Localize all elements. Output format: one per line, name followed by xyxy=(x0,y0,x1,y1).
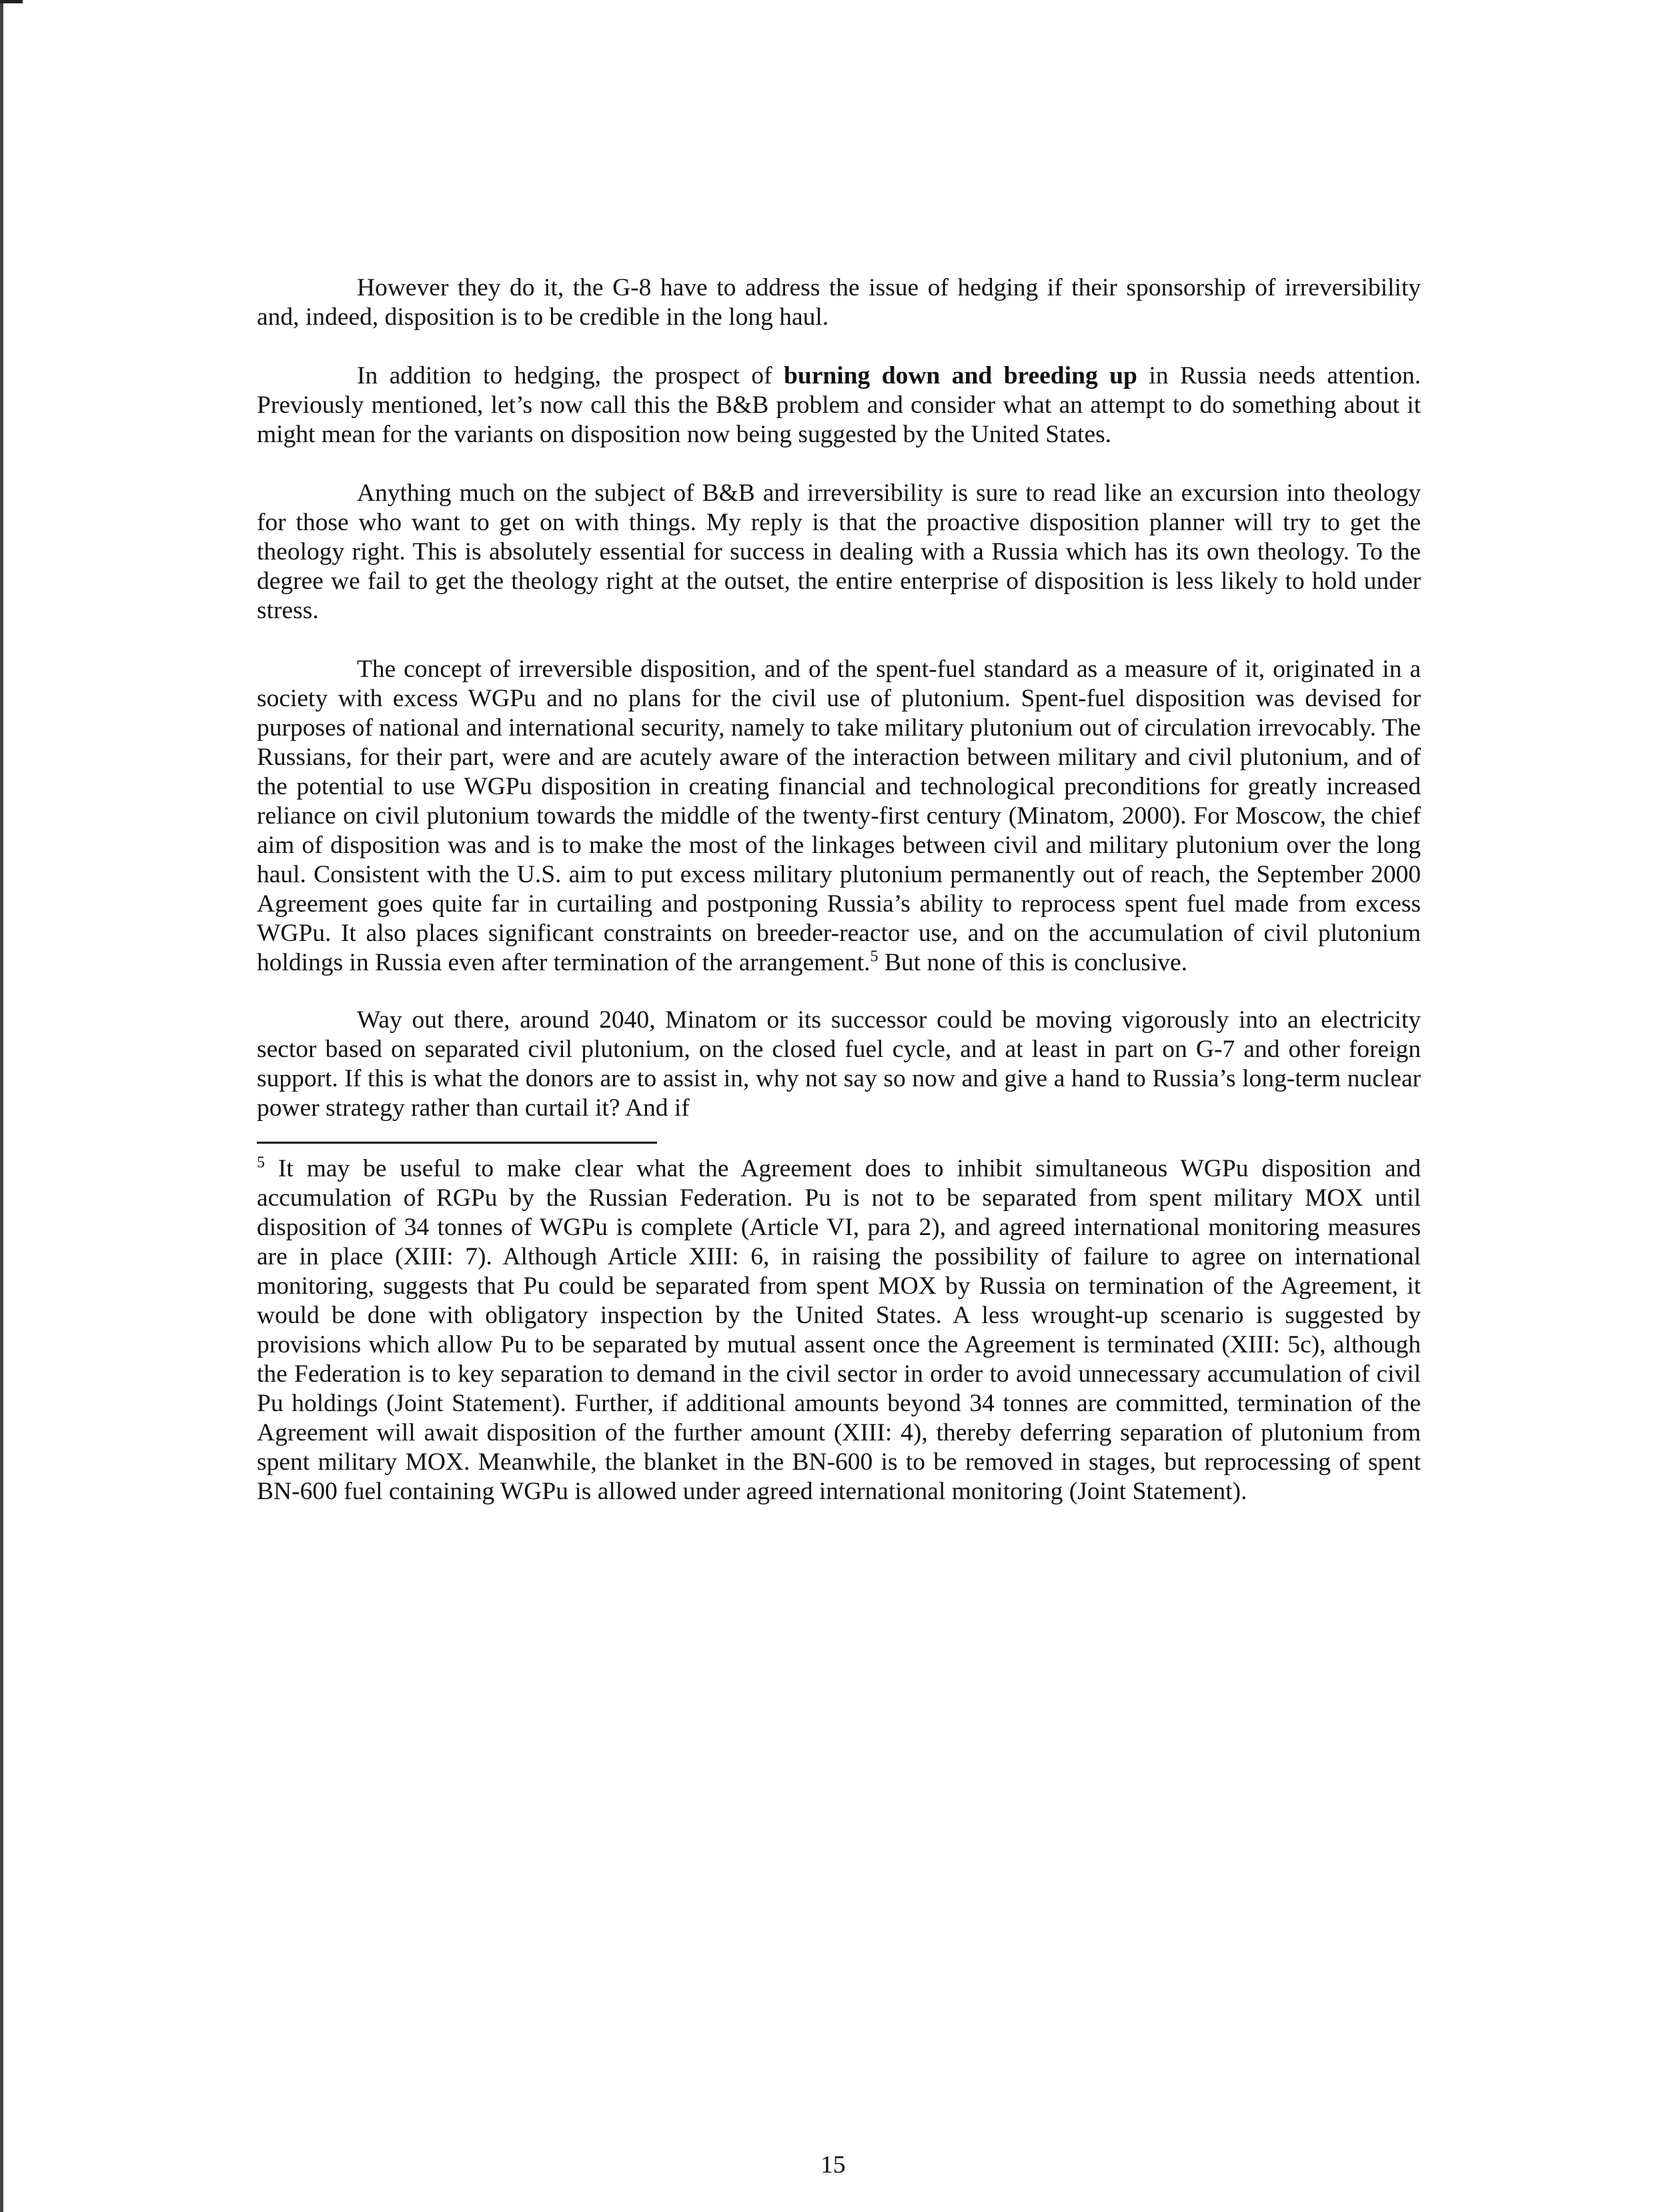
scan-corner-mark xyxy=(0,0,23,3)
bold-phrase-burning-down: burning down and breeding up xyxy=(784,362,1137,389)
paragraph-hedging: However they do it, the G-8 have to address the issue of hedging if their sponsorship of irreversibility and, indeed, disposition is to be credible in the long haul. xyxy=(257,274,1421,331)
scan-binding-edge xyxy=(0,0,3,2212)
paragraph-bb-problem-rest: in Russia needs attention. Previously mentioned, let’s now call this the B&B problem and consider what an attempt to do something about it might mean for the variants on disposition now being suggested by the United States. xyxy=(257,362,1421,448)
paragraph-bb-problem xyxy=(257,361,1421,449)
footnote-text: It may be useful to make clear what the Agreement does to inhibit simultaneous WGPu disposition and accumulation of RGPu by the Russian Federation. Pu is not to be separated from spent military MOX until disposition of 34 tonnes of WGPu is complete (Article VI, para 2), and agreed international monitoring measures are in place (XIII: 7). Although Article XIII: 6, in raising the possibility of failure to agree on international monitoring, suggests that Pu could be separated from spent MOX by Russia on termination of the Agreement, it would be done with obligatory inspection by the United States. A less wrought-up scenario is suggested by provisions which allow Pu to be separated by mutual assent once the Agreement is terminated (XIII: 5c), although the Federation is to key separation to demand in the civil sector in order to avoid unnecessary accumulation of civil Pu holdings (Joint Statement). Further, if additional amounts beyond 34 tonnes are committed, termination of the Agreement will await disposition of the further amount (XIII: 4), thereby deferring separation of plutonium from spent military MOX. Meanwhile, the blanket in the BN-600 is to be removed in stages, but reprocessing of spent BN-600 fuel containing WGPu is allowed under agreed international monitoring (Joint Statement). xyxy=(257,1155,1421,1505)
document-page xyxy=(257,273,1421,1506)
paragraph-irreversible-disposition-tail: But none of this is conclusive. xyxy=(878,949,1188,976)
paragraph-bb-problem-intro: In addition to hedging, the prospect of xyxy=(357,362,784,389)
paragraph-theology: Anything much on the subject of B&B and irreversibility is sure to read like an excursion into theology for those who want to get on with things. My reply is that the proactive disposition planner will try to get the theology right. This is absolutely essential for success in dealing with a Russia which has its own theology. To the degree we fail to get the theology right at the outset, the entire enterprise of disposition is less likely to hold under stress. xyxy=(257,479,1421,624)
footnote-5 xyxy=(257,1154,1421,1506)
paragraph-minatom-2040: Way out there, around 2040, Minatom or its successor could be moving vigorously into an electricity sector based on separated civil plutonium, on the closed fuel cycle, and at least in part on G-7 and other foreign support. If this is what the donors are to assist in, why not say so now and give a hand to Russia’s long-term nuclear power strategy rather than curtail it? And if xyxy=(257,1006,1421,1122)
footnote-marker: 5 xyxy=(257,1154,265,1172)
page-number: 15 xyxy=(820,2151,846,2179)
paragraph-irreversible-disposition-body: The concept of irreversible disposition, and of the spent-fuel standard as a measure of it, originated in a society with excess WGPu and no plans for the civil use of plutonium. Spent-fuel disposition was devised for purposes of national and international security, namely to take military plutonium out of circulation irrevocably. The Russians, for their part, were and are acutely aware of the interaction between military and civil plutonium, and of the potential to use WGPu disposition in creating financial and technological preconditions for greatly increased reliance on civil plutonium towards the middle of the twenty-first century (Minatom, 2000). For Moscow, the chief aim of disposition was and is to make the most of the linkages between civil and military plutonium over the long haul. Consistent with the U.S. aim to put excess military plutonium permanently out of reach, the September 2000 Agreement goes quite far in curtailing and postponing Russia’s ability to reprocess spent fuel made from excess WGPu. It also places significant constraints on breeder-reactor use, and on the accumulation of civil plutonium holdings in Russia even after termination of the arrangement. xyxy=(257,656,1421,976)
footnote-reference-marker[interactable]: 5 xyxy=(870,948,879,966)
paragraph-irreversible-disposition xyxy=(257,655,1421,978)
footnote-divider xyxy=(257,1142,657,1144)
